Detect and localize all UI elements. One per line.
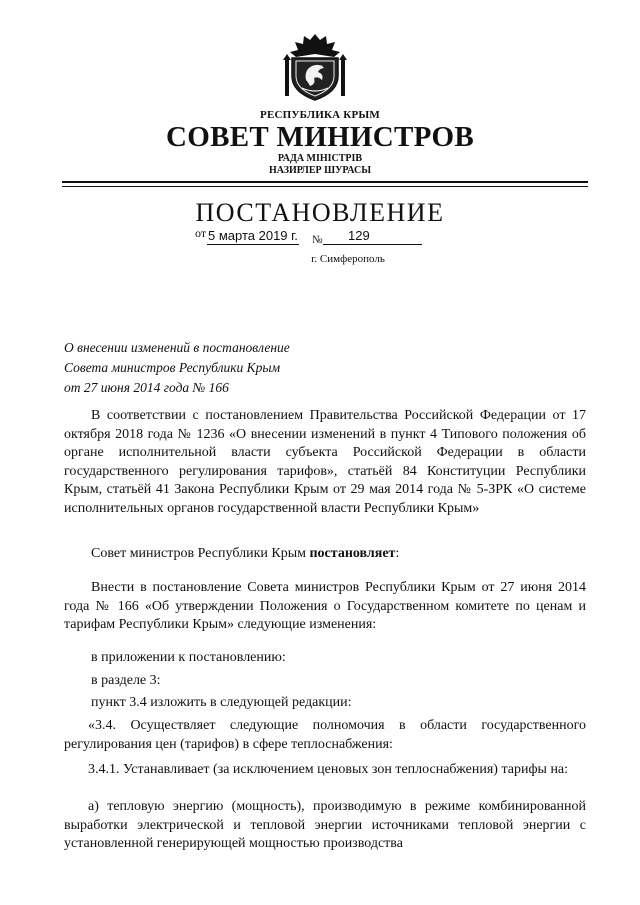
clause-paragraph	[64, 798, 586, 854]
number-underline	[323, 244, 422, 245]
decree-number: 129	[348, 228, 370, 243]
council-name-tt: НАЗИРЛЕР ШУРАСЫ	[268, 165, 372, 176]
header-divider-thin	[62, 186, 588, 187]
resolves-keyword: постановляет	[309, 546, 396, 561]
crimea-coat-of-arms-icon	[280, 30, 350, 102]
list-item: в приложении к постановлению:	[91, 650, 286, 665]
decree-title: ПОСТАНОВЛЕНИЕ	[195, 198, 445, 227]
date-prefix: от	[195, 226, 207, 240]
subject-line: Совета министров Республики Крым	[64, 360, 281, 375]
paragraph-text: «3.4. Осуществляет следующие полномочия в области государственного регулирования цен (тарифов) в сфере теплоснабжения:	[64, 718, 586, 752]
paragraph-text: 3.4.1. Устанавливает (за исключением ценовых зон теплоснабжения) тарифы на:	[88, 762, 569, 777]
decree-date: 5 марта 2019 г.	[208, 228, 298, 243]
paragraph-text: а) тепловую энергию (мощность), производимую в режиме комбинированной выработки электрической и тепловой энергии источниками тепловой энергии с установленной генерирующей мощностью производства	[64, 799, 586, 851]
clause-paragraph	[64, 761, 586, 780]
paragraph-text: В соответствии с постановлением Правительства Российской Федерации от 17 октября 2018 года № 1236 «О внесении изменений в пункт 4 Типового положения об органе исполнительной власти субъекта Российской Федерации в области государственного регулирования тарифов», статьёй 84 Конституции Республики Крым, статьёй 41 Закона Республики Крым от 29 мая 2014 года № 5-ЗРК «О системе исполнительных органов государственной власти Республики Крым»	[64, 408, 586, 516]
resolution-paragraph	[91, 545, 586, 564]
subject-line: от 27 июня 2014 года № 166	[64, 380, 229, 395]
republic-name: РЕСПУБЛИКА КРЫМ	[260, 109, 380, 121]
decree-subject	[64, 338, 290, 398]
subject-line: О внесении изменений в постановление	[64, 340, 290, 355]
paragraph-text: :	[395, 546, 400, 561]
amendment-paragraph	[64, 579, 586, 635]
clause-paragraph	[64, 717, 586, 754]
council-name-ua: РАДА МІНІСТРІВ	[277, 153, 363, 164]
council-name: СОВЕТ МИНИСТРОВ	[165, 121, 475, 153]
paragraph-text: Внести в постановление Совета министров Республики Крым от 27 июня 2014 года № 166 «Об утверждении Положения о Государственном комитете по ценам и тарифам Республики Крым» следующие изменения:	[64, 580, 586, 632]
header-divider-thick	[62, 181, 588, 183]
city: г. Симферополь	[311, 253, 385, 265]
preamble-paragraph	[64, 407, 586, 518]
list-item: в разделе 3:	[91, 673, 161, 688]
date-underline	[207, 244, 299, 245]
paragraph-text: Совет министров Республики Крым	[91, 546, 310, 561]
list-item: пункт 3.4 изложить в следующей редакции:	[91, 695, 352, 710]
number-label: №	[312, 234, 323, 246]
